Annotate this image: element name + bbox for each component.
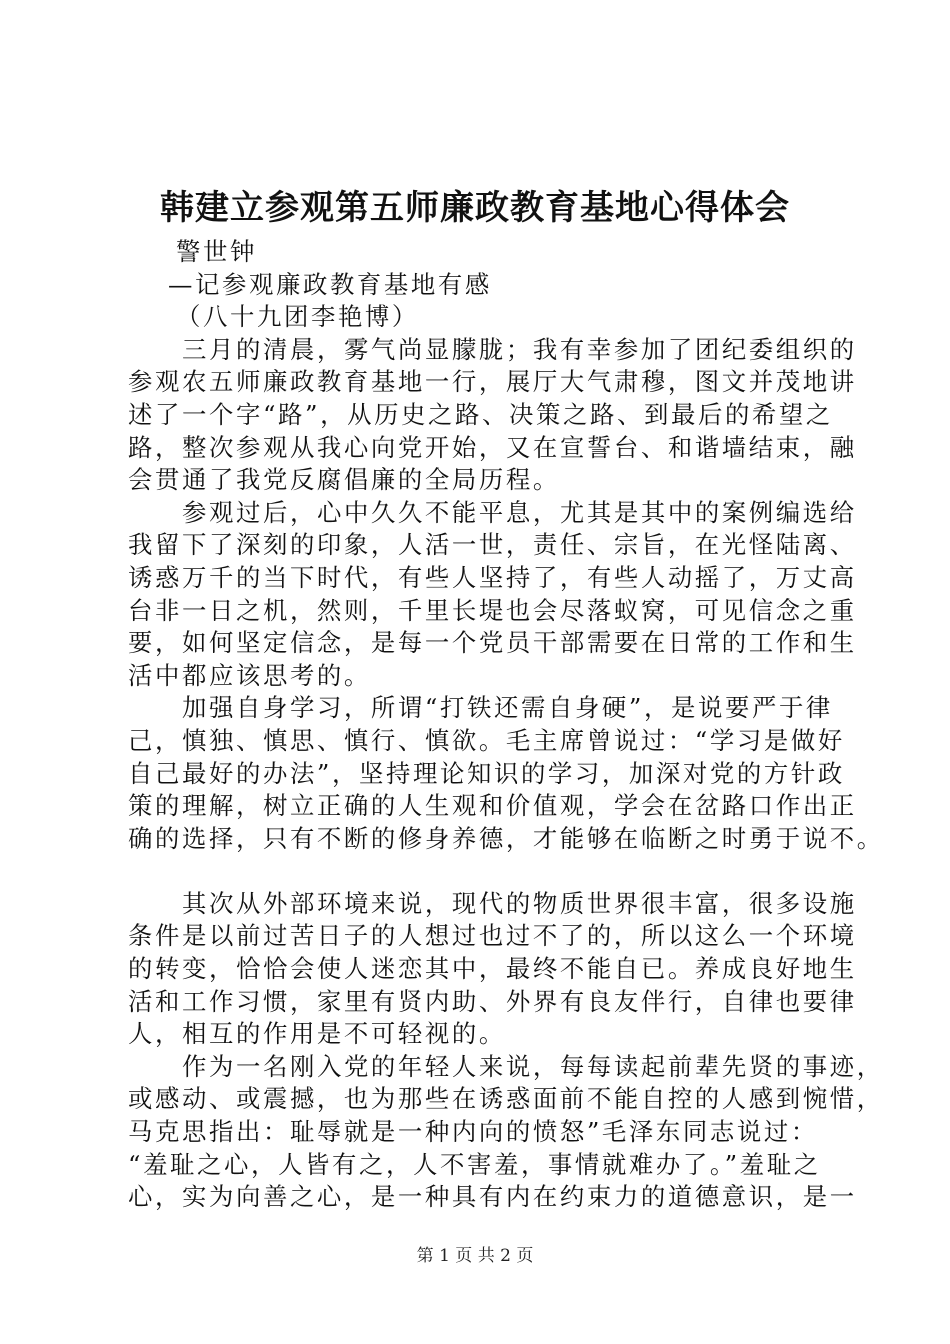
paragraph-line: 确的选择，只有不断的修身养德，才能够在临断之时勇于说不。 — [128, 823, 884, 853]
blank-line — [128, 855, 833, 888]
heading-line: （八十九团李艳博） — [176, 302, 419, 332]
paragraph-line: 加强自身学习，所谓“打铁还需自身硬”，是说要严于律 — [182, 693, 833, 723]
heading-line: —记参观廉政教育基地有感 — [168, 269, 492, 299]
paragraph-line: 活中都应该思考的。 — [128, 660, 371, 690]
paragraph-line: 述了一个字“路”，从历史之路、决策之路、到最后的希望之 — [128, 399, 833, 429]
paragraph-line: 或感动、或震撼，也为那些在诱惑面前不能自控的人感到惋惜， — [128, 1084, 884, 1114]
paragraph-line: 条件是以前过苦日子的人想过也过不了的，所以这么一个环境 — [128, 921, 857, 951]
paragraph-line: 作为一名刚入党的年轻人来说，每每读起前辈先贤的事迹， — [182, 1051, 884, 1081]
paragraph-line: 会贯通了我党反腐倡廉的全局历程。 — [128, 465, 560, 495]
paragraph-line: 路，整次参观从我心向党开始，又在宣誓台、和谐墙结束，融 — [128, 432, 857, 462]
paragraph-line: 马克思指出：耻辱就是一种内向的愤怒”毛泽东同志说过： — [128, 1117, 818, 1147]
paragraph-line: 我留下了深刻的印象，人活一世，责任、宗旨，在光怪陆离、 — [128, 530, 857, 560]
paragraph-line: 参观过后，心中久久不能平息，尤其是其中的案例编选给 — [182, 497, 857, 527]
document-title: 韩建立参观第五师廉政教育基地心得体会 — [160, 188, 790, 228]
paragraph-line: “羞耻之心，人皆有之，人不害羞，事情就难办了。”羞耻之 — [128, 1149, 821, 1179]
heading-line: 警世钟 — [176, 237, 257, 266]
paragraph-line: 己，慎独、慎思、慎行、慎欲。毛主席曾说过：“学习是做好 — [128, 725, 845, 755]
paragraph-line: 策的理解，树立正确的人生观和价值观，学会在岔路口作出正 — [128, 791, 857, 821]
paragraph-line: 活和工作习惯，家里有贤内助、外界有良友伴行，自律也要律 — [128, 986, 857, 1016]
page-number-footer: 第 1 页 共 2 页 — [416, 1246, 534, 1266]
paragraph-line: 人，相互的作用是不可轻视的。 — [128, 1019, 506, 1049]
paragraph-line: 心，实为向善之心，是一种具有内在约束力的道德意识，是一 — [128, 1182, 857, 1212]
paragraph-line: 自己最好的办法”，坚持理论知识的学习，加深对党的方针政 — [128, 758, 845, 788]
paragraph-line: 诱惑万千的当下时代，有些人坚持了，有些人动摇了，万丈高 — [128, 562, 857, 592]
paragraph-line: 参观农五师廉政教育基地一行，展厅大气肃穆，图文并茂地讲 — [128, 367, 857, 397]
paragraph-line: 要，如何坚定信念，是每一个党员干部需要在日常的工作和生 — [128, 628, 857, 658]
paragraph-line: 其次从外部环境来说，现代的物质世界很丰富，很多设施 — [182, 888, 857, 918]
document-body — [128, 236, 884, 1214]
paragraph-line: 台非一日之机，然则，千里长堤也会尽落蚁窝，可见信念之重 — [128, 595, 857, 625]
paragraph-line: 三月的清晨，雾气尚显朦胧；我有幸参加了团纪委组织的 — [182, 334, 857, 364]
paragraph-line: 的转变，恰恰会使人迷恋其中，最终不能自已。养成良好地生 — [128, 954, 857, 984]
